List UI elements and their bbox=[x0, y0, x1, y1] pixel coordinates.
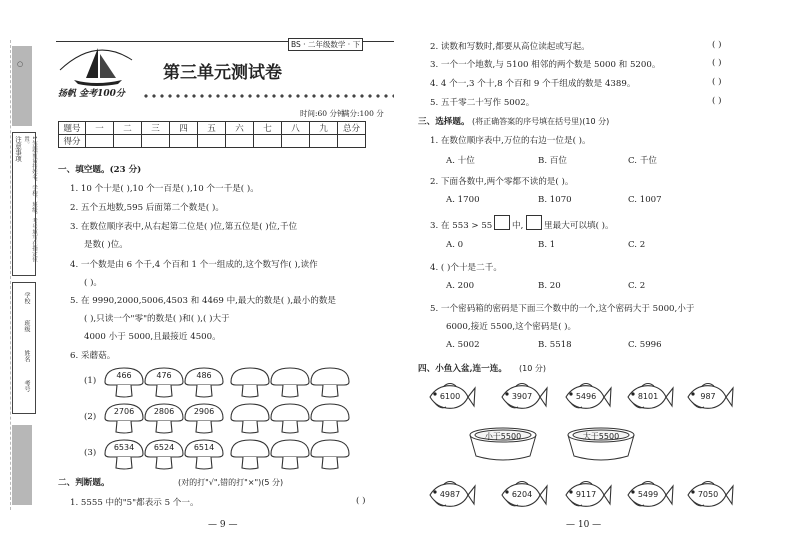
choice-4-a[interactable]: A. 200 bbox=[446, 281, 475, 291]
table-header: 七 bbox=[254, 122, 282, 135]
row-label: (3) bbox=[84, 448, 97, 458]
fish-number: 6204 bbox=[511, 490, 533, 499]
score-cell[interactable] bbox=[310, 135, 338, 148]
choice-2-a[interactable]: A. 1700 bbox=[446, 195, 480, 205]
q1-5b: ( ),只读一个"零"的数是( )和( ),( )大于 bbox=[84, 314, 230, 324]
q1-3a: 3. 在数位顺序表中,从右起第二位是( )位,第五位是( )位,千位 bbox=[70, 222, 298, 232]
mushroom-number: 486 bbox=[196, 371, 212, 380]
mushroom[interactable] bbox=[308, 402, 352, 434]
score-cell[interactable] bbox=[114, 135, 142, 148]
mushroom[interactable] bbox=[228, 366, 272, 398]
row-label: (1) bbox=[84, 376, 97, 386]
mushroom-number: 476 bbox=[156, 371, 172, 380]
q1-1: 1. 10 个十是( ),10 个一百是( ),10 个一千是( )。 bbox=[70, 184, 259, 194]
section-2-title: 二、判断题。 bbox=[58, 478, 110, 488]
row-label: (2) bbox=[84, 412, 97, 422]
fish-number: 5496 bbox=[575, 392, 597, 401]
choice-3-a[interactable]: A. 0 bbox=[446, 240, 464, 250]
choice-1-a[interactable]: A. 十位 bbox=[446, 156, 475, 166]
q1-2: 2. 五个五地数,595 后面第二个数是( )。 bbox=[70, 203, 224, 213]
q1-3b: 是数( )位。 bbox=[84, 240, 128, 250]
mushroom-number: 2706 bbox=[113, 407, 135, 416]
choice-4: 4. ( )个十是二千。 bbox=[430, 263, 502, 273]
choice-2-b[interactable]: B. 1070 bbox=[538, 195, 572, 205]
mushroom[interactable] bbox=[308, 366, 352, 398]
section-4-note: (10 分) bbox=[519, 364, 546, 373]
section-2-note: (对的打"√",错的打"×")(5 分) bbox=[178, 478, 284, 487]
tub-label-less: 小于5500 bbox=[484, 432, 522, 441]
field-id: 考号 bbox=[23, 380, 30, 392]
q1-5a: 5. 在 9990,2000,5006,4503 和 4469 中,最大的数是( ),最小的数是 bbox=[70, 296, 337, 306]
fish-number: 8101 bbox=[637, 392, 659, 401]
mushroom-number: 2906 bbox=[193, 407, 215, 416]
fish-number: 3907 bbox=[511, 392, 533, 401]
table-header: 四 bbox=[170, 122, 198, 135]
notice-line-1: 1.答题前请将姓名、学校、班级、考号填写在指定位置。 bbox=[23, 136, 37, 263]
notice-title: 注意事项 bbox=[14, 136, 22, 162]
choice-5-c[interactable]: C. 5996 bbox=[628, 340, 662, 350]
table-header: 八 bbox=[282, 122, 310, 135]
choice-3-c[interactable]: C. 2 bbox=[628, 240, 646, 250]
choice-5-a[interactable]: A. 5002 bbox=[446, 340, 480, 350]
score-cell[interactable] bbox=[226, 135, 254, 148]
mushroom[interactable] bbox=[268, 366, 312, 398]
score-cell[interactable] bbox=[282, 135, 310, 148]
choice-3-part1: 3. 在 553 > 55 bbox=[430, 221, 493, 231]
field-school: 学校 bbox=[23, 292, 30, 304]
score-cell[interactable] bbox=[170, 135, 198, 148]
choice-5a: 5. 一个密码箱的密码是下面三个数中的一个,这个密码大于 5000,小于 bbox=[430, 304, 695, 314]
mushroom[interactable] bbox=[268, 402, 312, 434]
mushroom[interactable] bbox=[308, 438, 352, 470]
judge-1: 1. 5555 中的"5"都表示 5 个一。 bbox=[70, 498, 199, 508]
page-number-right: — 10 — bbox=[566, 520, 602, 530]
section-1-title: 一、填空题。(23 分) bbox=[58, 165, 142, 175]
mushroom-number: 6524 bbox=[153, 443, 175, 452]
choice-2: 2. 下面各数中,两个零都不读的是( )。 bbox=[430, 177, 574, 187]
table-header: 五 bbox=[198, 122, 226, 135]
choice-1: 1. 在数位顺序表中,万位的右边一位是( )。 bbox=[430, 136, 591, 146]
q1-5c: 4000 小于 5000,且最接近 4500。 bbox=[84, 332, 221, 342]
table-header: 总分 bbox=[338, 122, 366, 135]
score-cell[interactable] bbox=[254, 135, 282, 148]
choice-4-b[interactable]: B. 20 bbox=[538, 281, 561, 291]
score-cell[interactable] bbox=[338, 135, 366, 148]
mushroom-number: 466 bbox=[116, 371, 132, 380]
fish-number: 4987 bbox=[439, 490, 461, 499]
fish-number: 9117 bbox=[575, 490, 597, 499]
grade-label: BS · 二年级数学 · 下 bbox=[288, 38, 363, 51]
fish-number: 987 bbox=[700, 392, 716, 401]
choice-5-b[interactable]: B. 5518 bbox=[538, 340, 572, 350]
binding-mark: ○ bbox=[16, 60, 24, 68]
score-cell[interactable] bbox=[142, 135, 170, 148]
q1-4a: 4. 一个数是由 6 个千,4 个百和 1 个一组成的,这个数写作( ),读作 bbox=[70, 260, 318, 270]
judge-5-answer[interactable]: ( ) bbox=[712, 96, 722, 106]
digit-box[interactable] bbox=[526, 215, 542, 230]
digit-box[interactable] bbox=[494, 215, 510, 230]
q1-4b: ( )。 bbox=[84, 278, 103, 288]
choice-3-b[interactable]: B. 1 bbox=[538, 240, 556, 250]
mushroom-number: 6534 bbox=[113, 443, 135, 452]
judge-3: 3. 一个一个地数,与 5100 相邻的两个数是 5000 和 5200。 bbox=[430, 60, 661, 70]
table-header: 题号 bbox=[59, 122, 86, 135]
fish-number: 6100 bbox=[439, 392, 461, 401]
choice-3-part2: 中, bbox=[512, 221, 524, 231]
mushroom[interactable] bbox=[228, 402, 272, 434]
score-cell[interactable] bbox=[86, 135, 114, 148]
brand: 扬帆 金考100分 bbox=[58, 89, 125, 99]
judge-1-answer[interactable]: ( ) bbox=[356, 496, 366, 506]
fish-number: 5499 bbox=[637, 490, 659, 499]
judge-4-answer[interactable]: ( ) bbox=[712, 77, 722, 87]
time-label: 时间:60 分钟 bbox=[300, 109, 345, 118]
judge-5: 5. 五千零二十写作 5002。 bbox=[430, 98, 535, 108]
tub-label-greater: 大于5500 bbox=[582, 432, 620, 441]
q1-6: 6. 采蘑菇。 bbox=[70, 351, 116, 361]
score-table bbox=[58, 121, 366, 148]
choice-1-b[interactable]: B. 百位 bbox=[538, 156, 567, 166]
mushroom[interactable] bbox=[228, 438, 272, 470]
mushroom-number: 2806 bbox=[153, 407, 175, 416]
choice-1-c[interactable]: C. 千位 bbox=[628, 156, 657, 166]
field-name: 姓名 bbox=[23, 350, 30, 362]
section-3-note: (将正确答案的序号填在括号里)(10 分) bbox=[472, 117, 610, 126]
choice-3-part3: 里最大可以填( )。 bbox=[544, 221, 614, 231]
judge-4: 4. 4 个一,3 个十,8 个百和 9 个千组成的数是 4389。 bbox=[430, 79, 636, 89]
page-title: 第三单元测试卷 bbox=[163, 63, 282, 83]
fish-number: 7050 bbox=[697, 490, 719, 499]
score-row-label: 得分 bbox=[59, 135, 86, 148]
judge-3-answer[interactable]: ( ) bbox=[712, 58, 722, 68]
table-header: 二 bbox=[114, 122, 142, 135]
table-header: 九 bbox=[310, 122, 338, 135]
judge-2-answer[interactable]: ( ) bbox=[712, 40, 722, 50]
score-cell[interactable] bbox=[198, 135, 226, 148]
section-4-title: 四、小鱼入盆,连一连。 bbox=[418, 364, 507, 374]
choice-2-c[interactable]: C. 1007 bbox=[628, 195, 662, 205]
mushroom-number: 6514 bbox=[193, 443, 215, 452]
table-header: 一 bbox=[86, 122, 114, 135]
field-class: 班级 bbox=[23, 320, 30, 332]
score-label: 满分:100 分 bbox=[342, 109, 384, 118]
table-header: 三 bbox=[142, 122, 170, 135]
judge-2: 2. 读数和写数时,都要从高位读起或写起。 bbox=[430, 42, 590, 52]
choice-4-c[interactable]: C. 2 bbox=[628, 281, 646, 291]
choice-5b: 6000,接近 5500,这个密码是( )。 bbox=[446, 322, 577, 332]
section-3-title: 三、选择题。 bbox=[418, 117, 470, 127]
mushroom[interactable] bbox=[268, 438, 312, 470]
table-header: 六 bbox=[226, 122, 254, 135]
page-number-left: — 9 — bbox=[208, 520, 238, 530]
dot-divider bbox=[142, 94, 394, 98]
